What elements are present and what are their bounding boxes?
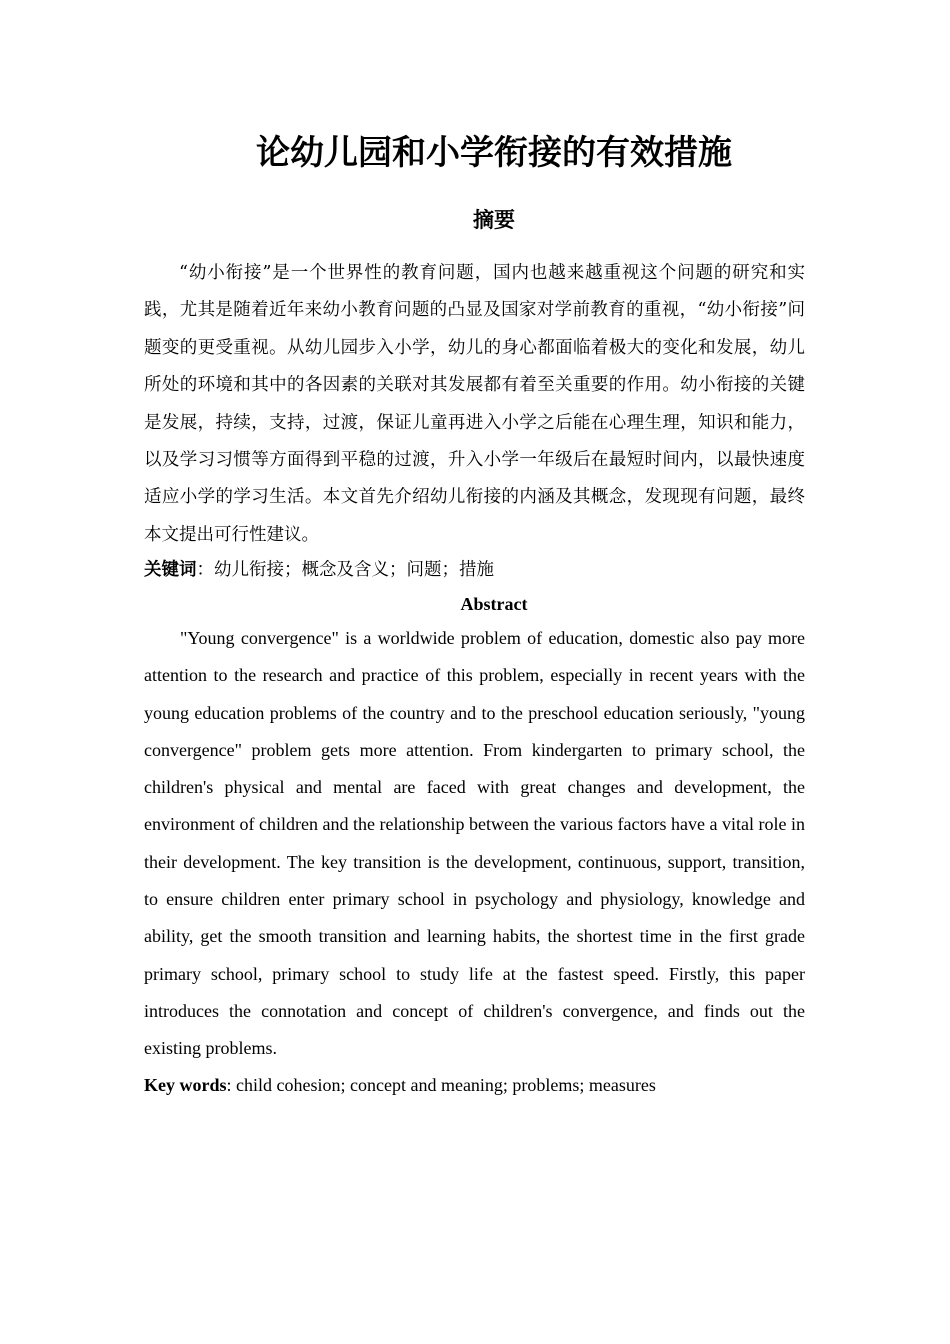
abstract-heading-chinese: 摘要 — [473, 208, 515, 232]
keywords-chinese — [144, 555, 805, 585]
keywords-label-chinese: 关键词 — [144, 560, 197, 580]
abstract-body-english: "Young convergence" is a worldwide problem of education, domestic also pay more attention to the research and practice of this problem, especially in recent years with the young education problems of the country and to the preschool education seriously, "young convergence" problem gets more attention. From kindergarten to primary school, the children's physical and mental are faced with great changes and development, the environment of children and the relationship between the various factors have a vital role in their development. The key transition is the development, continuous, support, transition, to ensure children enter primary school in psychology and physiology, knowledge and ability, get the smooth transition and learning habits, the shortest time in the first grade primary school, primary school to study life at the fastest speed. Firstly, this paper introduces the connotation and concept of children's convergence, and finds out the existing problems. — [144, 628, 805, 1059]
keywords-separator-chinese: ： — [196, 560, 214, 580]
keywords-english — [144, 1071, 805, 1099]
keywords-label-english: Key words — [144, 1075, 227, 1095]
keywords-value-chinese: 幼儿衔接；概念及含义；问题；措施 — [214, 560, 494, 580]
keywords-value-english: child cohesion; concept and meaning; problems; measures — [236, 1075, 656, 1095]
keywords-separator-english: : — [226, 1075, 237, 1095]
page-title: 论幼儿园和小学衔接的有效措施 — [256, 133, 732, 173]
abstract-heading-english: Abstract — [460, 594, 528, 614]
abstract-body-chinese: “幼小衔接”是一个世界性的教育问题，国内也越来越重视这个问题的研究和实践，尤其是随着近年来幼小教育问题的凸显及国家对学前教育的重视，“幼小衔接”问题变的更受重视。从幼儿园步入小学，幼儿的身心都面临着极大的变化和发展，幼儿所处的环境和其中的各因素的关联对其发展都有着至关重要的作用。幼小衔接的关键是发展，持续，支持，过渡，保证儿童再进入小学之后能在心理生理，知识和能力，以及学习习惯等方面得到平稳的过渡，升入小学一年级后在最短时间内，以最快速度适应小学的学习生活。本文首先介绍幼儿衔接的内涵及其概念，发现现有问题，最终本文提出可行性建议。 — [144, 263, 805, 545]
